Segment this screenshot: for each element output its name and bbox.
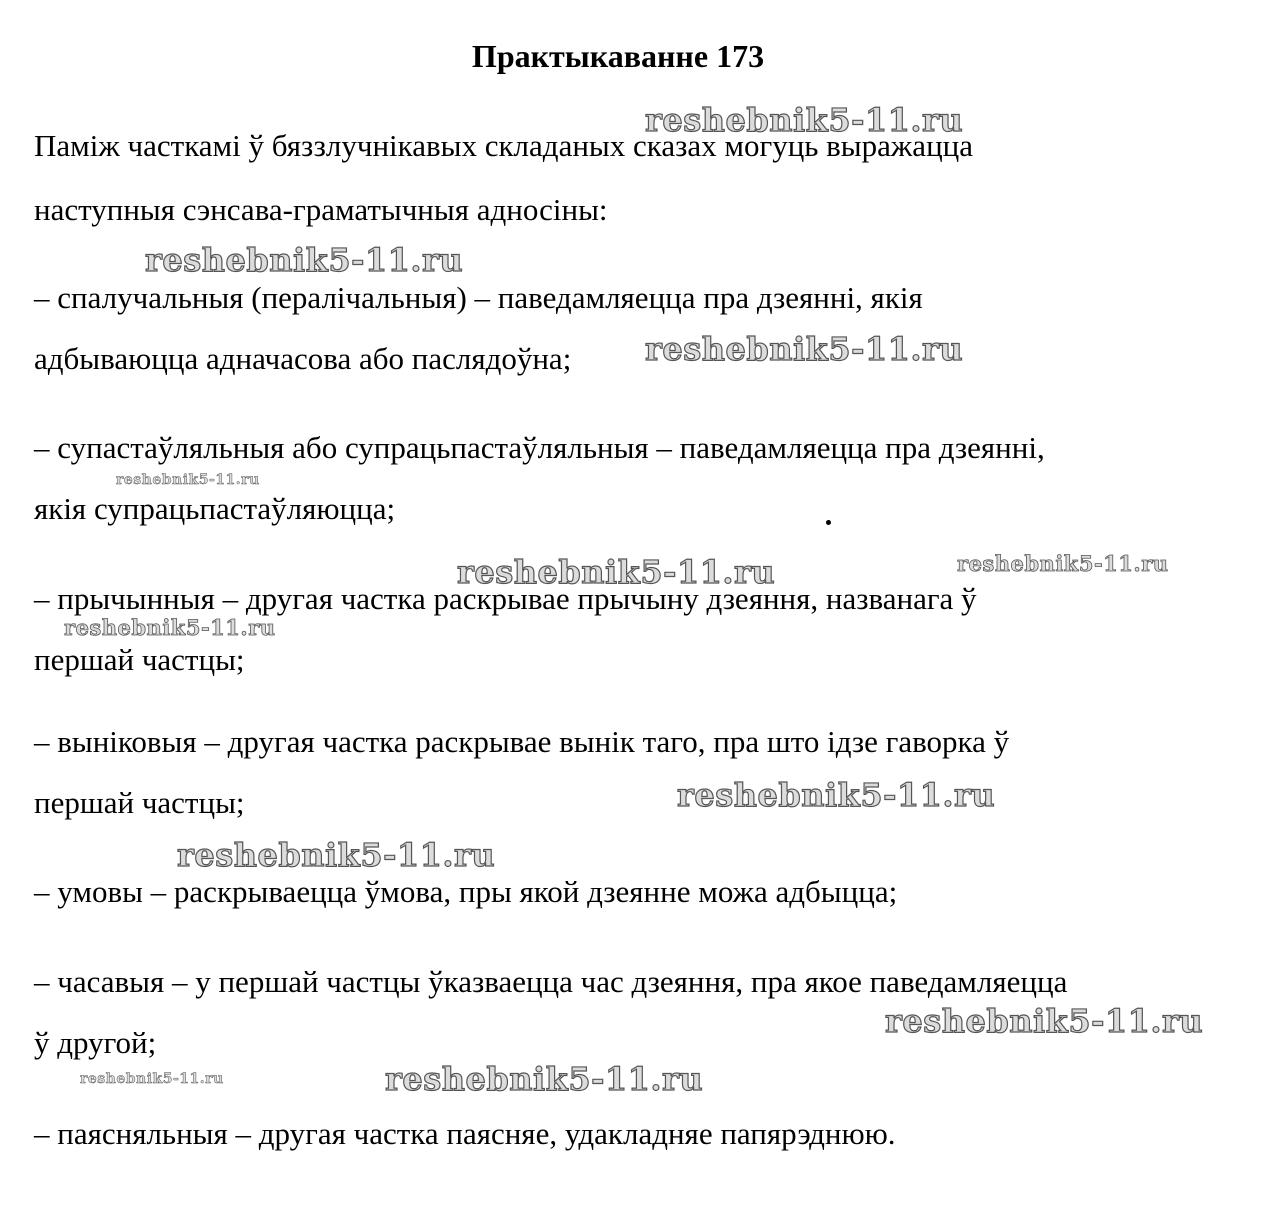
text-line-8: першай частцы;	[34, 642, 245, 677]
watermark: reshebnik5-11.ru	[957, 551, 1169, 576]
text-line-14: – паясняльныя – другая частка паясняе, удакладняе папярэднюю.	[34, 1116, 896, 1151]
text-line-12: – часавыя – у першай частцы ўказваецца час дзеяння, пра якое паведамляецца	[34, 964, 1068, 999]
text-line-11: – умовы – раскрываецца ўмова, пры якой дзеянне можа адбыцца;	[34, 874, 898, 909]
watermark: reshebnik5-11.ru	[145, 241, 464, 279]
watermark: reshebnik5-11.ru	[885, 1002, 1204, 1040]
text-line-6: якія супрацьпастаўляюцца;	[34, 491, 396, 526]
text-line-9: – выніковыя – другая частка раскрывае вынік таго, пра што ідзе гаворка ў	[34, 724, 1010, 759]
watermark: reshebnik5-11.ru	[645, 330, 964, 368]
watermark: reshebnik5-11.ru	[385, 1060, 704, 1098]
page-title: Практыкаванне 173	[471, 38, 765, 74]
watermark: reshebnik5-11.ru	[457, 553, 776, 591]
watermark: reshebnik5-11.ru	[677, 776, 996, 814]
watermark: reshebnik5-11.ru	[64, 615, 276, 640]
watermark: reshebnik5-11.ru	[80, 1071, 224, 1087]
text-line-2: наступныя сэнсава-граматычныя адносіны:	[34, 192, 608, 227]
stray-dot	[826, 520, 831, 525]
watermark: reshebnik5-11.ru	[116, 472, 260, 488]
watermark: reshebnik5-11.ru	[645, 101, 964, 139]
text-line-7: – прычынныя – другая частка раскрывае прычыну дзеяння, названага ў	[34, 581, 977, 616]
text-line-13: ў другой;	[34, 1025, 157, 1060]
text-line-4: адбываюцца адначасова або паслядоўна;	[34, 341, 572, 376]
watermark: reshebnik5-11.ru	[177, 836, 496, 874]
text-line-1: Паміж часткамі ў бяззлучнікавых складаных сказах могуць выражацца	[34, 128, 974, 163]
text-line-5: – супастаўляльныя або супрацьпастаўляльныя – паведамляецца пра дзеянні,	[34, 430, 1045, 465]
text-line-10: першай частцы;	[34, 785, 245, 820]
text-line-3: – спалучальныя (пералічальныя) – паведамляецца пра дзеянні, якія	[34, 280, 923, 315]
